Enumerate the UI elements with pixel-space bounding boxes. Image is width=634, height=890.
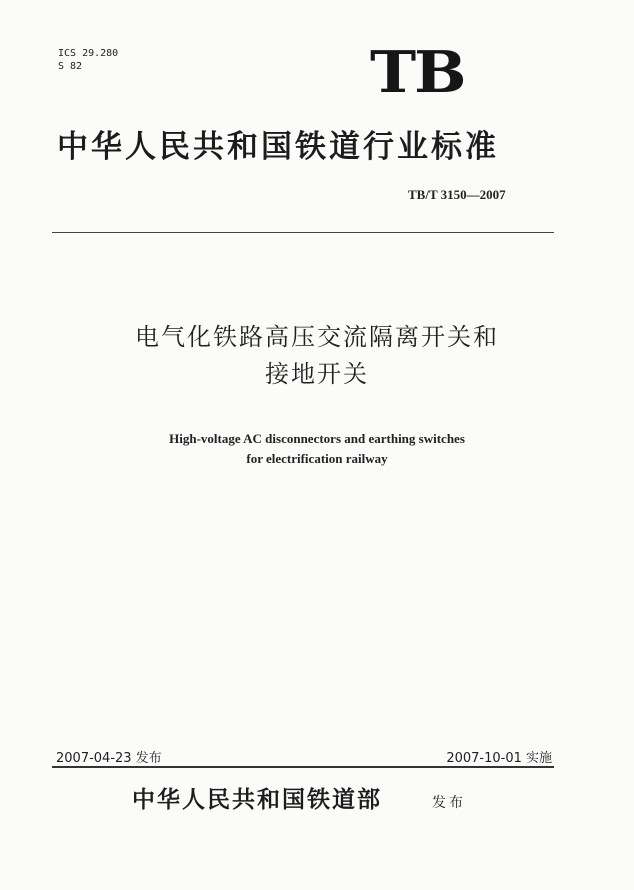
classification-codes	[58, 47, 118, 73]
class-code: S 82	[58, 61, 83, 72]
chinese-title-line-2: 接地开关	[265, 360, 369, 388]
ics-code: ICS 29.280	[58, 48, 119, 59]
english-title-line-1: High-voltage AC disconnectors and earthing switches	[169, 431, 465, 446]
issue-date: 2007-04-23 发布	[56, 751, 162, 766]
top-divider	[52, 232, 554, 233]
org-title: 中华人民共和国铁道行业标准	[57, 129, 499, 165]
tb-logo: TB	[370, 38, 465, 106]
english-title-line-2: for electrification railway	[246, 451, 388, 466]
implementation-date: 2007-10-01 实施	[446, 751, 552, 766]
chinese-title-line-1: 电气化铁路高压交流隔离开关和	[135, 323, 499, 351]
publish-label: 发布	[432, 795, 466, 811]
standard-number: TB/T 3150—2007	[408, 187, 506, 202]
publisher: 中华人民共和国铁道部	[132, 786, 382, 813]
bottom-divider	[52, 766, 554, 768]
